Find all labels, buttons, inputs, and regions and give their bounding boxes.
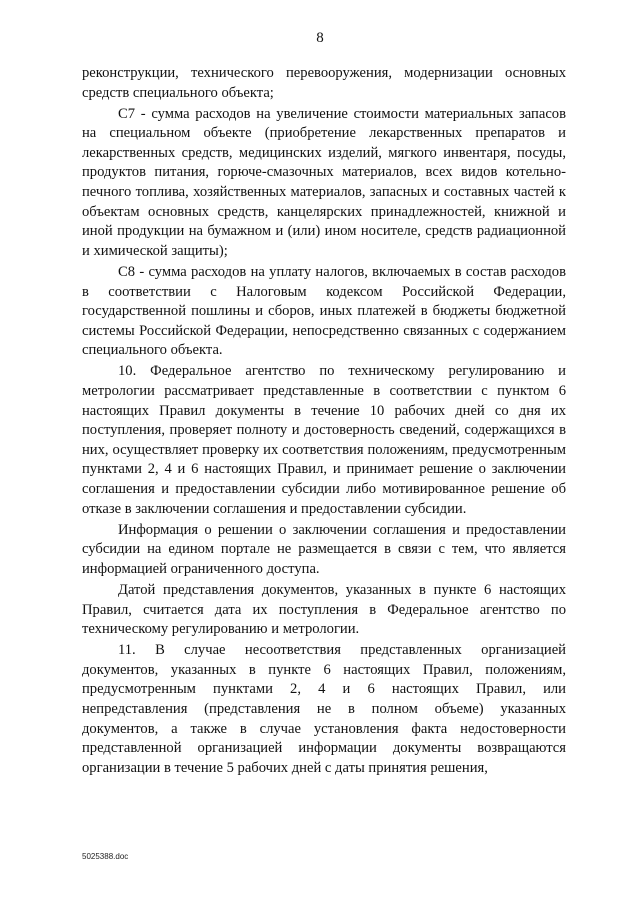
paragraph-clause-11: 11. В случае несоответствия представленных организацией документов, указанных в пункте 6 настоящих Правил, положениям, предусмотренным пунктами 2, 4 и 6 настоящих Правил, или непредставления (представления не в полном объеме) указанных документов, а также в случае установления факта недостоверности представленной организацией информации документы возвращаются организации в течение 5 рабочих дней с даты принятия решения, xyxy=(82,642,566,776)
paragraph-c7: С7 - сумма расходов на увеличение стоимости материальных запасов на специальном объекте (приобретение лекарственных препаратов и лекарственных средств, медицинских изделий, мягкого инвентаря, посуды, продуктов питания, горюче-смазочных материалов, всех видов котельно-печного топлива, хозяйственных материалов, запасных и составных частей к объектам основных средств, канцелярских принадлежностей, книжной и иной продукции на бумажном и (или) ином носителе, средств радиационной и химической защиты); xyxy=(82,105,566,259)
paragraph-clause-10: 10. Федеральное агентство по техническому регулированию и метрологии рассматривает представленные в соответствии с пунктом 6 настоящих Правил документы в течение 10 рабочих дней со дня их поступления, проверяет полноту и достоверность сведений, содержащихся в них, осуществляет проверку их соответствия положениям, предусмотренным пунктами 2, 4 и 6 настоящих Правил, и принимает решение о заключении соглашения и предоставлении субсидии либо мотивированное решение об отказе в заключении соглашения и предоставлении субсидии. xyxy=(82,363,566,517)
document-body xyxy=(82,64,566,780)
paragraph-information: Информация о решении о заключении соглашения и предоставлении субсидии на едином портале не размещается в связи с тем, что является информацией ограниченного доступа. xyxy=(82,521,566,577)
paragraph-submission-date: Датой представления документов, указанных в пункте 6 настоящих Правил, считается дата их поступления в Федеральное агентство по техническому регулированию и метрологии. xyxy=(82,581,566,638)
paragraph-c8: С8 - сумма расходов на уплату налогов, включаемых в состав расходов в соответствии с Налоговым кодексом Российской Федерации, государственной пошлины и сборов, иных платежей в бюджеты бюджетной системы Российской Федерации, непосредственно связанных с содержанием специального объекта. xyxy=(82,263,566,359)
page-number: 8 xyxy=(316,30,324,46)
footer-filename: 5025388.doc xyxy=(82,852,129,861)
paragraph-continuation: реконструкции, технического перевооружения, модернизации основных средств специального объекта; xyxy=(82,65,566,101)
